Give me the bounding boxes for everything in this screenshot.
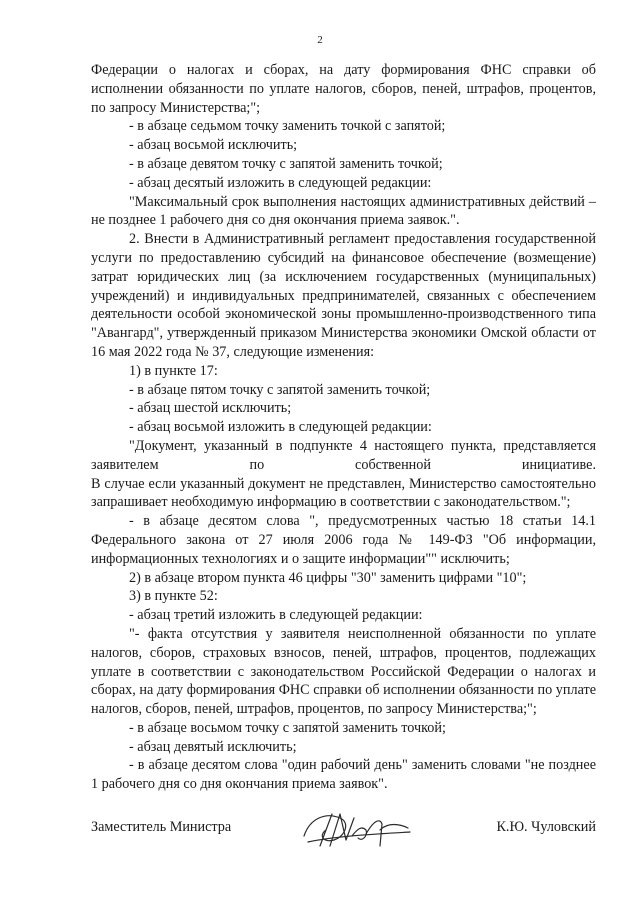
paragraph-continuation: Федерации о налогах и сборах, на дату формирования ФНС справки об исполнении обязанности по уплате налогов, сборов, пеней, штрафов, процентов, по запросу Министерства;"; [91,62,596,116]
paragraph-item: 2) в абзаце втором пункта 46 цифры "30" заменить цифрами "10"; [129,569,527,586]
paragraph-item: - в абзаце восьмом точку с запятой заменить точкой; [129,719,446,736]
handwritten-signature-icon [296,806,416,854]
signatory-title: Заместитель Министра [91,819,232,835]
paragraph-item: - абзац шестой исключить; [129,400,292,417]
paragraph-section-2: 2. Внести в Административный регламент предоставления государственной услуги по предоставлению субсидий на финансовое обеспечение (возмещение) затрат юридических лиц (за исключением государственных (муниципальных) учреждений) и индивидуальных предпринимателей, связанных с обеспечением деятельности особой экономической зоны промышленно-производственного типа "Авангард", утвержденный приказом Министерства экономики Омской области от 16 мая 2022 года № 37, следующие изменения: [91,231,596,360]
paragraph-item: - в абзаце десятом слова ", предусмотренных частью 18 статьи 14.1 Федерального закона от 27 июля 2006 года № 149-ФЗ "Об информации, информационных технологиях и о защите информации"" исключить; [91,513,596,567]
paragraph-item: - абзац десятый изложить в следующей редакции: [129,174,432,191]
paragraph-item: - в абзаце пятом точку с запятой заменить точкой; [129,381,431,398]
paragraph-item: - в абзаце десятом слова "один рабочий день" заменить словами "не позднее 1 рабочего дня со дня окончания приема заявок". [91,757,596,793]
paragraph-quote: "Документ, указанный в подпункте 4 настоящего пункта, представляется заявителем по собственной инициативе. [91,437,596,473]
paragraph-quote: "- факта отсутствия у заявителя неисполненной обязанности по уплате налогов, сборов, страховых взносов, пеней, штрафов, процентов, подлежащих уплате в соответствии с законодательством Российской Федерации о налогах и сборах, на дату формирования ФНС справки об исполнении обязанности по уплате налогов, сборов, пеней, штрафов, процентов, по запросу Министерства;"; [91,625,596,718]
paragraph-item: - в абзаце седьмом точку заменить точкой с запятой; [129,118,446,135]
paragraph-item: - абзац восьмой изложить в следующей редакции: [129,419,432,436]
page-number: 2 [317,34,323,46]
signatory-name: К.Ю. Чуловский [496,819,596,835]
paragraph-quote: "Максимальный срок выполнения настоящих административных действий – не позднее 1 рабочего дня со дня окончания приема заявок.". [91,193,596,229]
document-body [91,61,596,794]
paragraph-item: 1) в пункте 17: [129,362,218,379]
paragraph-item: - в абзаце девятом точку с запятой заменить точкой; [129,155,443,172]
paragraph-item: - абзац восьмой исключить; [129,137,298,154]
paragraph-quote: В случае если указанный документ не представлен, Министерство самостоятельно запрашивает необходимую информацию в соответствии с законодательством."; [91,475,596,511]
paragraph-item: - абзац третий изложить в следующей редакции: [129,607,423,624]
paragraph-item: 3) в пункте 52: [129,588,218,605]
signature-block [91,812,596,852]
paragraph-item: - абзац девятый исключить; [129,738,297,755]
